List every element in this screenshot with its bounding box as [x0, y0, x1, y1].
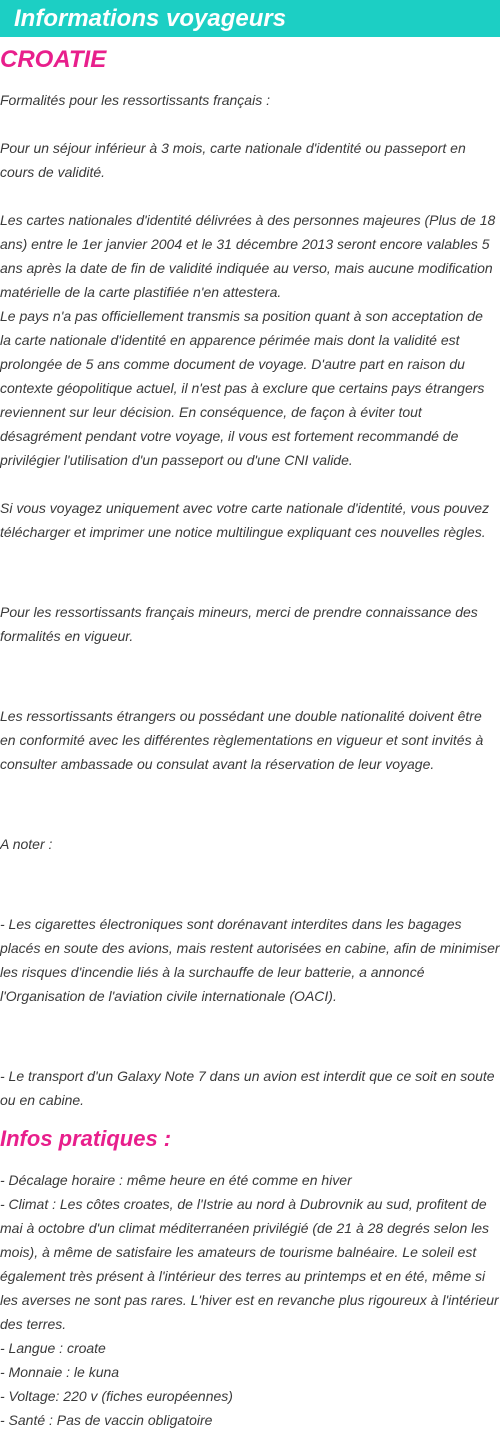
info-line: - Voltage: 220 v (fiches européennes)	[0, 1388, 233, 1404]
text-line: formalités en vigueur.	[0, 628, 134, 644]
country-title: CROATIE	[0, 46, 107, 73]
galaxy-paragraph	[0, 1064, 500, 1112]
infos-pratiques-title: Infos pratiques :	[0, 1126, 172, 1151]
text-line: les risques d'incendie liés à la surchauffe de leur batterie, a annoncé	[0, 964, 425, 980]
text-line: matérielle de la carte plastifiée n'en attestera.	[0, 284, 282, 300]
text-line: ans) entre le 1er janvier 2004 et le 31 décembre 2013 seront encore valables 5	[0, 236, 490, 252]
text-line: Pour un séjour inférieur à 3 mois, carte nationale d'identité ou passeport en	[0, 140, 466, 156]
mineurs-paragraph	[0, 600, 500, 648]
text-line: désagrément pendant votre voyage, il vous est fortement recommandé de	[0, 428, 459, 444]
text-line: en conformité avec les différentes règlementations en vigueur et sont invités à	[0, 732, 484, 748]
infos-pratiques-list	[0, 1168, 500, 1432]
text-line: l'Organisation de l'aviation civile internationale (OACI).	[0, 988, 337, 1004]
text-line: télécharger et imprimer une notice multilingue expliquant ces nouvelles règles.	[0, 524, 486, 540]
text-line: Les ressortissants étrangers ou possédant une double nationalité doivent être	[0, 708, 482, 724]
text-line: reviennent sur leur décision. En conséquence, de façon à éviter tout	[0, 404, 422, 420]
text-line: placés en soute des avions, mais restent autorisées en cabine, afin de minimiser	[0, 940, 500, 956]
info-line: - Langue : croate	[0, 1340, 106, 1356]
text-line: Le pays n'a pas officiellement transmis sa position quant à son acceptation de	[0, 308, 483, 324]
text-line: Si vous voyagez uniquement avec votre carte nationale d'identité, vous pouvez	[0, 500, 490, 516]
header-bar	[0, 0, 500, 37]
info-line: mai à octobre d'un climat méditerranéen privilégié (de 21 à 28 degrés selon les	[0, 1220, 490, 1236]
text-line: Pour les ressortissants français mineurs, merci de prendre connaissance des	[0, 604, 478, 620]
info-line: également très présent à l'intérieur des terres au printemps et en été, même si	[0, 1268, 486, 1284]
notice-paragraph	[0, 496, 500, 544]
text-line: prolongée de 5 ans comme document de voyage. D'autre part en raison du	[0, 356, 465, 372]
info-line: - Santé : Pas de vaccin obligatoire	[0, 1412, 213, 1428]
info-line: des terres.	[0, 1316, 67, 1332]
text-line: privilégier l'utilisation d'un passeport ou d'une CNI valide.	[0, 452, 353, 468]
info-line: - Monnaie : le kuna	[0, 1364, 120, 1380]
text-line: - Les cigarettes électroniques sont dorénavant interdites dans les bagages	[0, 916, 462, 932]
info-line: - Décalage horaire : même heure en été comme en hiver	[0, 1172, 352, 1188]
page-title: Informations voyageurs	[14, 5, 287, 32]
info-line: - Climat : Les côtes croates, de l'Istrie au nord à Dubrovnik au sud, profitent de	[0, 1196, 487, 1212]
cigarettes-paragraph	[0, 912, 500, 1008]
info-line: les averses ne sont pas rares. L'hiver est en revanche plus rigoureux à l'intérieur	[0, 1292, 499, 1308]
info-line: mois), à même de satisfaire les amateurs de tourisme balnéaire. Le soleil est	[0, 1244, 477, 1260]
cni-paragraph	[0, 208, 500, 472]
text-line: consulter ambassade ou consulat avant la réservation de leur voyage.	[0, 756, 435, 772]
sejour-paragraph	[0, 136, 500, 184]
text-line: cours de validité.	[0, 164, 106, 180]
a-noter-label: A noter :	[0, 836, 53, 852]
text-line: ou en cabine.	[0, 1092, 85, 1108]
text-line: - Le transport d'un Galaxy Note 7 dans un avion est interdit que ce soit en soute	[0, 1068, 495, 1084]
text-line: la carte nationale d'identité en apparence périmée mais dont la validité est	[0, 332, 460, 348]
formalites-intro: Formalités pour les ressortissants français :	[0, 92, 270, 108]
text-line: Les cartes nationales d'identité délivrées à des personnes majeures (Plus de 18	[0, 212, 496, 228]
etrangers-paragraph	[0, 704, 500, 776]
text-line: ans après la date de fin de validité indiquée au verso, mais aucune modification	[0, 260, 493, 276]
text-line: contexte géopolitique actuel, il n'est pas à exclure que certains pays étrangers	[0, 380, 485, 396]
